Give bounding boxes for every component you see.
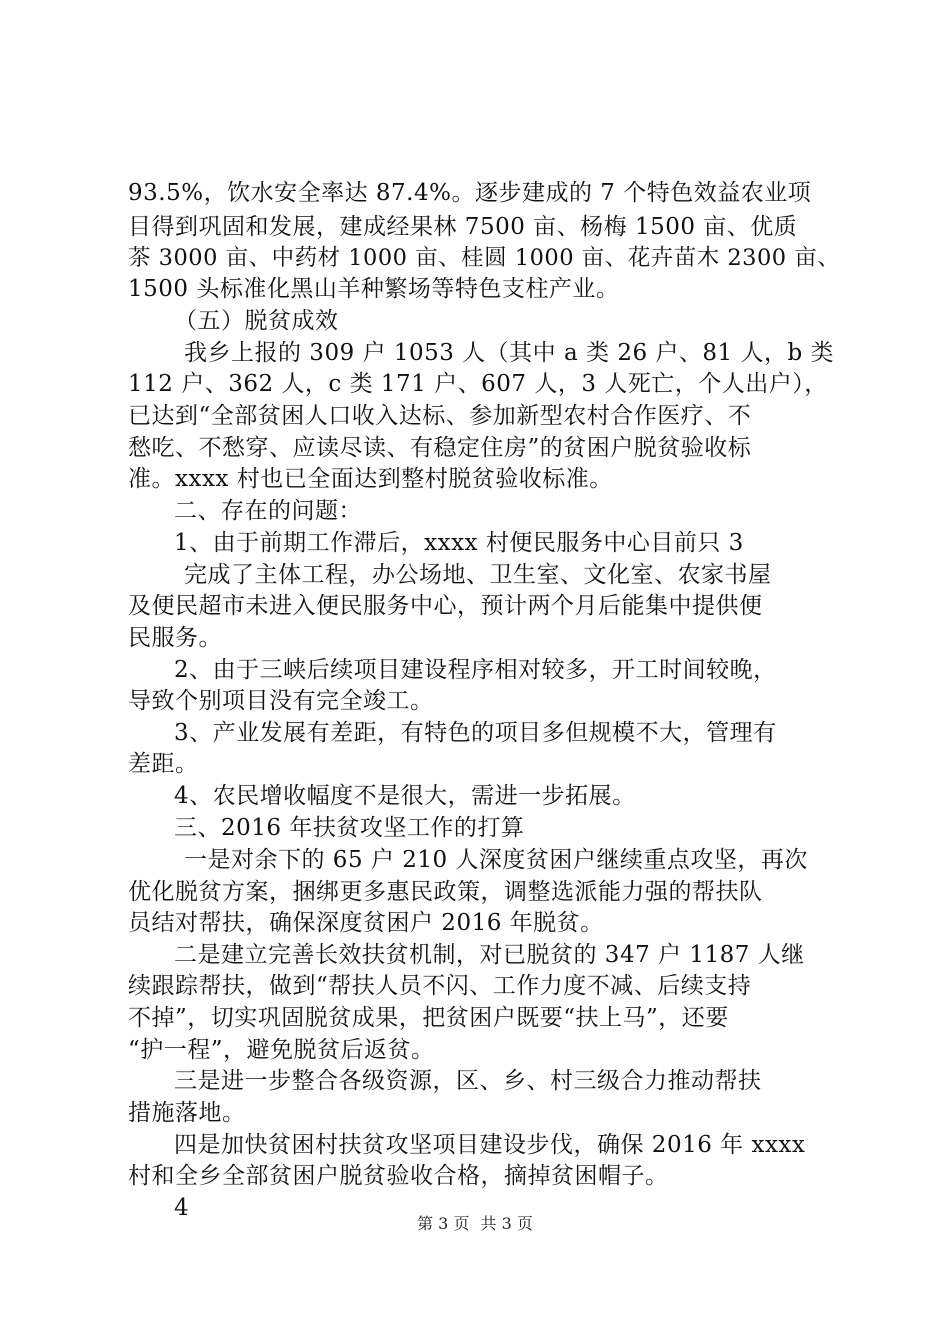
body-line: 不掉”，切实巩固脱贫成果，把贫困户既要“扶上马”，还要 <box>128 1005 729 1031</box>
body-line: 完成了主体工程，办公场地、卫生室、文化室、农家书屋 <box>184 562 772 588</box>
page-total: 共 3 页 <box>480 1214 533 1233</box>
body-line: 已达到“全部贫困人口收入达标、参加新型农村合作医疗、不 <box>128 403 752 429</box>
body-line: 差距。 <box>128 751 199 777</box>
section-heading: 三、2016 年扶贫攻坚工作的打算 <box>174 815 525 841</box>
body-line: 民服务。 <box>128 625 222 651</box>
body-line: 4 <box>174 1195 190 1221</box>
body-line: 1500 头标准化黑山羊种繁场等特色支柱产业。 <box>128 276 620 302</box>
body-line: 茶 3000 亩、中药材 1000 亩、桂圆 1000 亩、花卉苗木 2300 亩、 <box>128 245 841 271</box>
body-line: 愁吃、不愁穿、应读尽读、有稳定住房”的贫困户脱贫验收标 <box>128 435 752 461</box>
body-line: 112 户、362 人，c 类 171 户、607 人，3 人死亡，个人出户）， <box>128 371 828 397</box>
page-number: 第 3 页 <box>417 1214 470 1233</box>
section-heading: 二、存在的问题： <box>174 498 362 524</box>
body-line: 4、农民增收幅度不是很大，需进一步拓展。 <box>174 783 636 809</box>
body-line: 我乡上报的 309 户 1053 人（其中 a 类 26 户、81 人，b 类 <box>184 340 835 366</box>
body-line: 二是建立完善长效扶贫机制，对已脱贫的 347 户 1187 人继 <box>174 942 805 968</box>
body-line: 目得到巩固和发展，建成经果林 7500 亩、杨梅 1500 亩、优质 <box>128 214 798 240</box>
body-line: 员结对帮扶，确保深度贫困户 2016 年脱贫。 <box>128 910 604 936</box>
body-line: 导致个别项目没有完全竣工。 <box>128 688 434 714</box>
body-line: 准。xxxx 村也已全面达到整村脱贫验收标准。 <box>128 466 613 492</box>
body-line: “护一程”，避免脱贫后返贫。 <box>128 1037 435 1063</box>
body-line: 3、产业发展有差距，有特色的项目多但规模不大，管理有 <box>174 720 777 746</box>
page-footer <box>0 1214 950 1234</box>
section-heading: （五）脱贫成效 <box>174 308 339 334</box>
body-line: 93.5%，饮水安全率达 87.4%。逐步建成的 7 个特色效益农业项 <box>128 180 812 206</box>
body-line: 及便民超市未进入便民服务中心，预计两个月后能集中提供便 <box>128 593 763 619</box>
body-line: 措施落地。 <box>128 1100 246 1126</box>
body-line: 续跟踪帮扶，做到“帮扶人员不闪、工作力度不减、后续支持 <box>128 973 752 999</box>
body-line: 三是进一步整合各级资源，区、乡、村三级合力推动帮扶 <box>174 1068 762 1094</box>
body-line: 2、由于三峡后续项目建设程序相对较多，开工时间较晚， <box>174 657 777 683</box>
body-line: 四是加快贫困村扶贫攻坚项目建设步伐，确保 2016 年 xxxx <box>174 1132 806 1158</box>
body-line: 1、由于前期工作滞后，xxxx 村便民服务中心目前只 3 <box>174 530 744 556</box>
body-line: 优化脱贫方案，捆绑更多惠民政策，调整选派能力强的帮扶队 <box>128 879 763 905</box>
body-line: 村和全乡全部贫困户脱贫验收合格，摘掉贫困帽子。 <box>128 1163 669 1189</box>
body-line: 一是对余下的 65 户 210 人深度贫困户继续重点攻坚，再次 <box>184 847 808 873</box>
